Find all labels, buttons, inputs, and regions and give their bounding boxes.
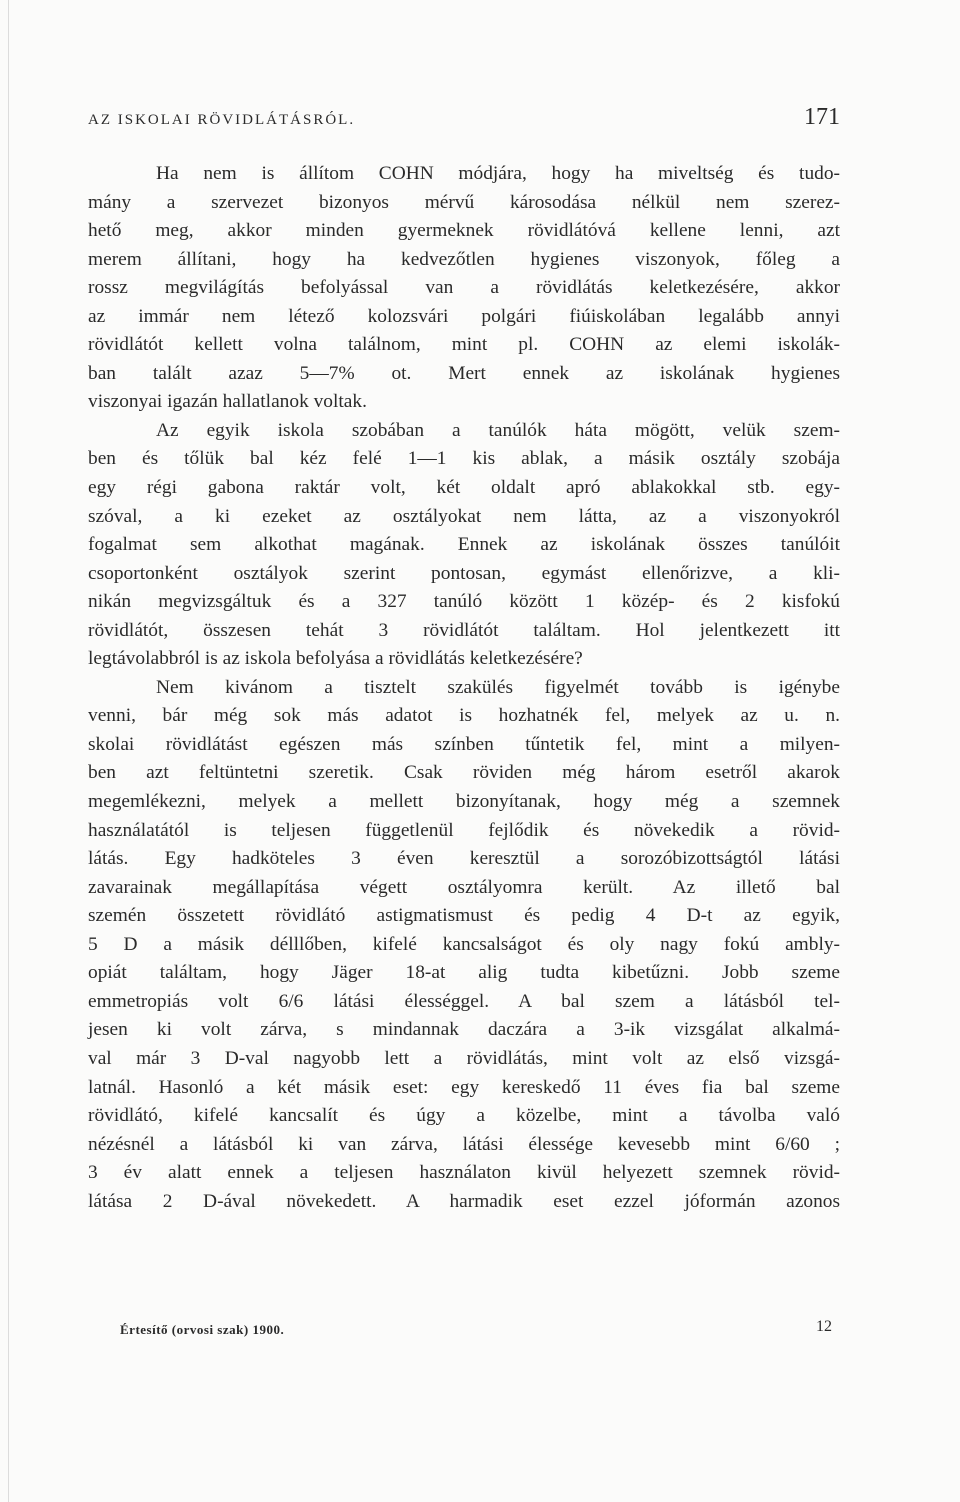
text-line: emmetropiás volt 6/6 látási élességgel. A bal szem a látásból tel- [88,990,840,1012]
page-footer [120,1318,840,1342]
text-line: csoportonként osztályok szerint pontosan, egymást ellenőrizve, a kli- [88,562,840,584]
journal-signature: Értesítő (orvosi szak) 1900. [120,1322,285,1337]
text-line: Nem kivánom a tisztelt szakülés figyelmét tovább is igénybe [156,676,840,698]
body-text [88,160,840,1216]
text-line: ban talált azaz 5—7% ot. Mert ennek az iskolának hygienes [88,362,840,384]
page-number: 171 [804,104,840,130]
text-line: egy régi gabona raktár volt, két oldalt apró ablakokkal stb. egy- [88,477,840,499]
text-line: mány a szervezet bizonyos mérvű károsodása nélkül nem szerez- [88,191,840,213]
text-line: ben és tőlük bal kéz felé 1—1 kis ablak, a másik osztály szobája [88,448,840,470]
text-line: merem állítani, hogy ha kedvezőtlen hygienes viszonyok, főleg a [88,248,840,270]
scan-margin-line [8,0,9,1502]
text-line: megemlékezni, melyek a mellett bizonyítanak, hogy még a szemnek [88,791,840,813]
text-line: viszonyai igazán hallatlanok voltak. [88,391,367,413]
text-line: nézésnél a látásból ki van zárva, látási élessége kevesebb mint 6/60 ; [88,1133,840,1155]
text-line: szemén összetett rövidlátó astigmatismust és pedig 4 D-t az egyik, [88,905,840,927]
text-line: skolai rövidlátást egészen más színben tűntetik fel, mint a milyen- [88,733,840,755]
text-line: rövidlátót, összesen tehát 3 rövidlátót találtam. Hol jelentkezett itt [88,619,840,641]
text-line: fogalmat sem alkothat magának. Ennek az iskolának összes tanúlóit [88,534,840,556]
text-line: használatától is teljesen függetlenül fejlődik és növekedik a rövid- [88,819,840,841]
text-line: jesen ki volt zárva, s mindannak daczára a 3-ik vizsgálat alkalmá- [88,1019,840,1041]
text-line: Az egyik iskola szobában a tanúlók háta mögött, velük szem- [156,419,840,441]
text-line: hető meg, akkor minden gyermeknek rövidlátóvá kellene lenni, azt [88,220,840,242]
text-line: 3 év alatt ennek a teljesen használaton kivül helyezett szemnek rövid- [88,1162,840,1184]
text-line: zavarainak megállapítása végett osztályomra került. Az illető bal [88,876,840,898]
text-line: rövidlátót kellett volna találnom, mint pl. COHN az elemi iskolák- [88,334,840,356]
text-line: Ha nem is állítom COHN módjára, hogy ha miveltség és tudo- [156,163,840,184]
text-line: látás. Egy hadköteles 3 éven keresztül a sorozóbizottságtól látási [88,848,840,870]
text-line: nikán megvizsgáltuk és a 327 tanúló között 1 közép- és 2 kisfokú [88,591,840,613]
page-header [88,104,840,134]
text-line: ben azt feltüntetni szeretik. Csak röviden még három esetről akarok [88,762,840,784]
running-head: AZ ISKOLAI RÖVIDLÁTÁSRÓL. [88,112,356,128]
text-line: opiát találtam, hogy Jäger 18-at alig tudta kibetűzni. Jobb szeme [88,962,840,984]
text-line: rossz megvilágítás befolyással van a rövidlátás keletkezésére, akkor [88,277,840,299]
text-line: látása 2 D-ával növekedett. A harmadik eset ezzel jóformán azonos [88,1190,840,1212]
text-line: 5 D a másik délllőben, kifelé kancsalságot és oly nagy fokú ambly- [88,933,840,955]
text-line: szóval, a ki ezeket az osztályokat nem látta, az a viszonyokról [88,505,840,527]
text-line: val már 3 D-val nagyobb lett a rövidlátás, mint volt az első vizsgá- [88,1047,840,1069]
sheet-signature: 12 [816,1318,832,1335]
text-line: latnál. Hasonló a két másik eset: egy kereskedő 11 éves fia bal szeme [88,1076,840,1098]
text-line: venni, bár még sok más adatot is hozhatnék fel, melyek az u. n. [88,705,840,727]
text-line: az immár nem létező kolozsvári polgári fiúiskolában legalább annyi [88,305,840,327]
text-line: legtávolabbról is az iskola befolyása a rövidlátás keletkezésére? [88,648,583,670]
text-line: rövidlátó, kifelé kancsalít és úgy a közelbe, mint a távolba való [88,1105,840,1127]
